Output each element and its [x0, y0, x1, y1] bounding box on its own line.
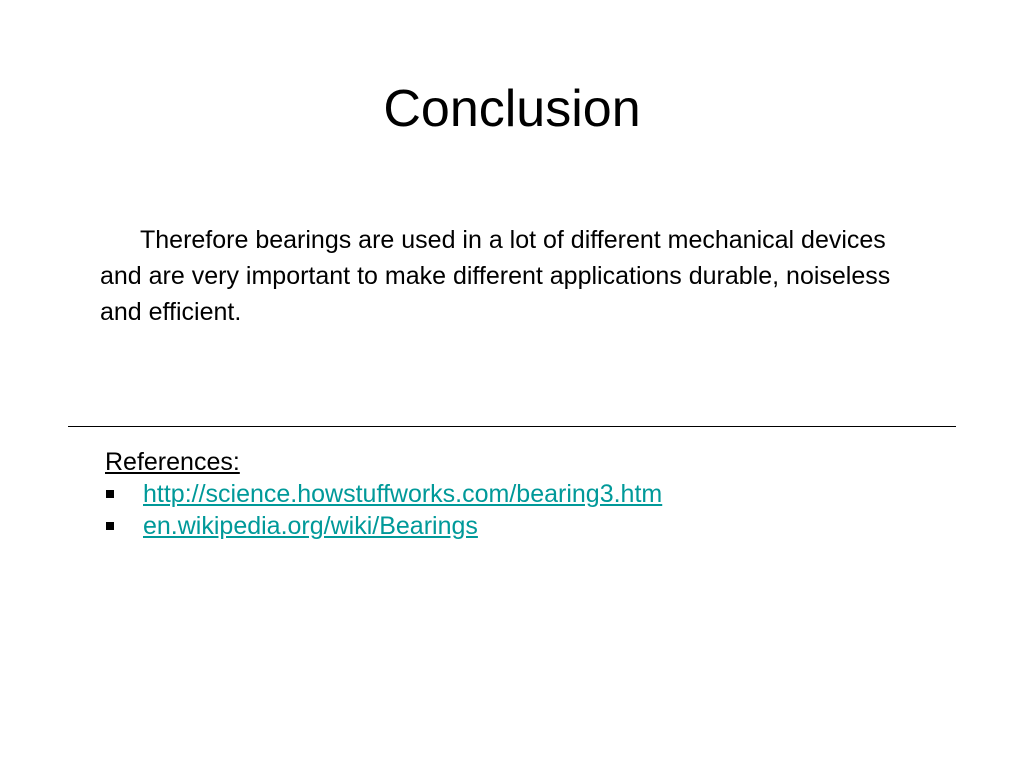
reference-item	[105, 510, 905, 542]
reference-item	[105, 478, 905, 510]
slide-title: Conclusion	[383, 80, 641, 138]
square-bullet-icon	[106, 490, 114, 498]
references-list	[105, 478, 905, 542]
references-heading: References:	[105, 448, 240, 476]
reference-link-howstuffworks[interactable]: http://science.howstuffworks.com/bearing3.htm	[143, 479, 663, 508]
references-section	[105, 446, 905, 542]
square-bullet-icon	[106, 522, 114, 530]
reference-link-wikipedia[interactable]: en.wikipedia.org/wiki/Bearings	[143, 511, 478, 540]
divider-line	[68, 426, 956, 427]
conclusion-text: Therefore bearings are used in a lot of different mechanical devices and are very important to make different applications durable, noiseless and efficient.	[100, 226, 891, 326]
